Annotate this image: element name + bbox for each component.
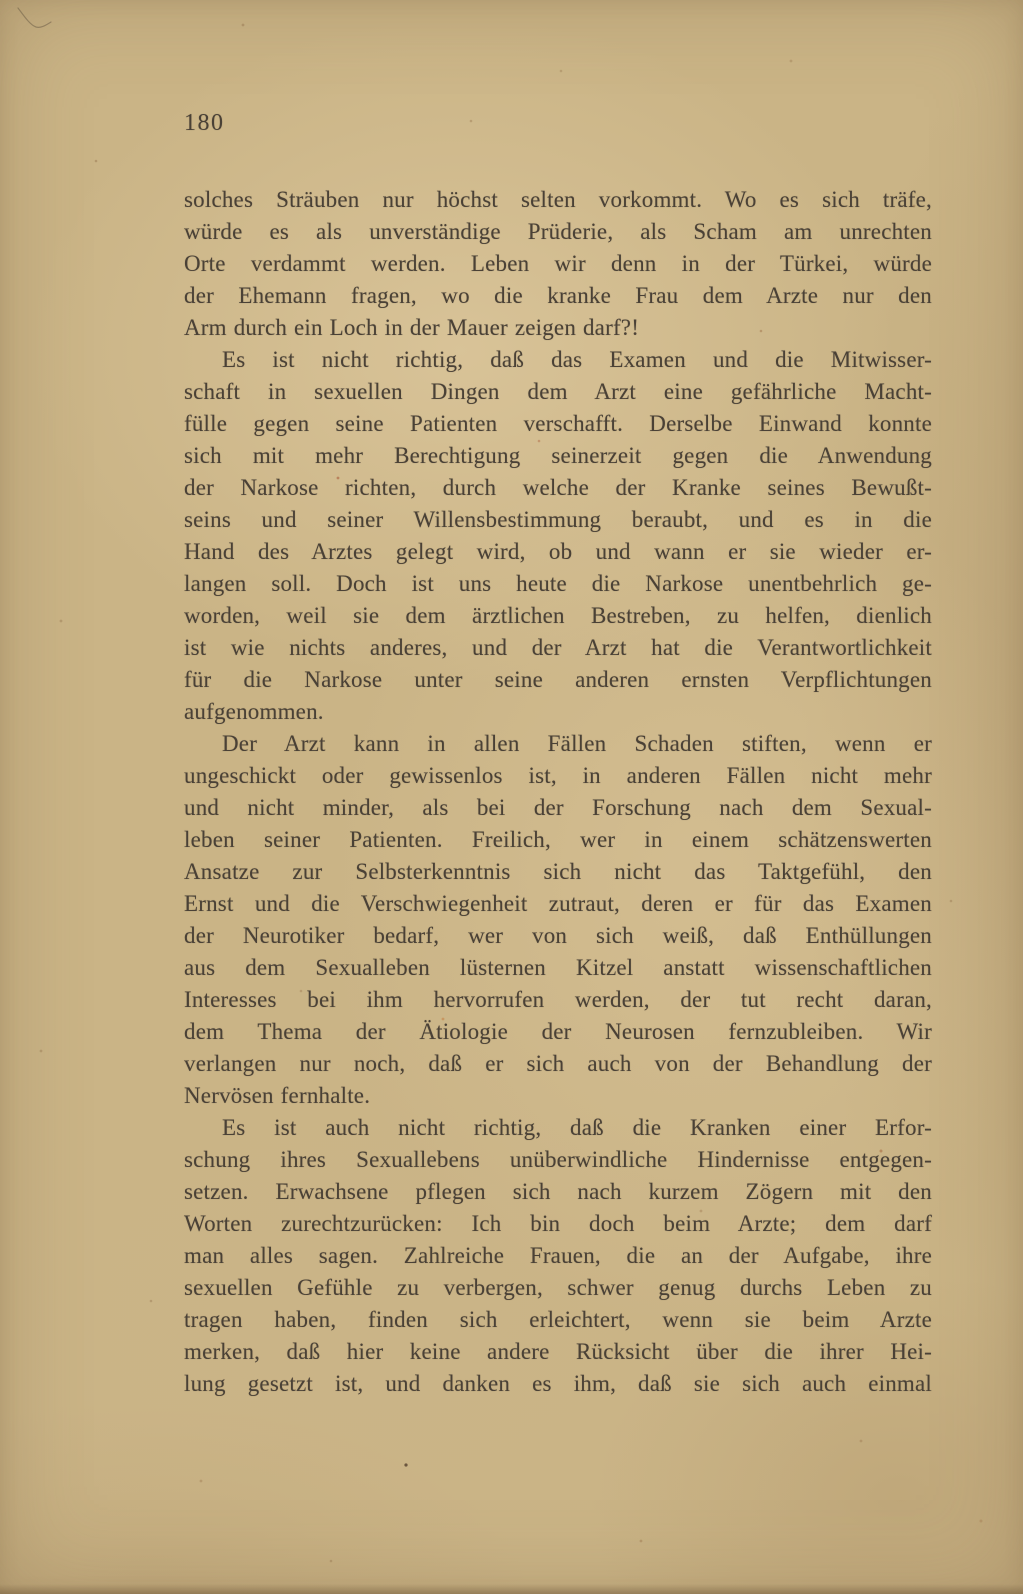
- text-line: worden, weil sie dem ärztlichen Bestreben, zu helfen, dienlich: [184, 603, 932, 628]
- text-line: langen soll. Doch ist uns heute die Narkose unentbehrlich ge-: [184, 571, 932, 596]
- text-line: fülle gegen seine Patienten verschafft. Derselbe Einwand konnte: [184, 411, 932, 436]
- text-line: Es ist auch nicht richtig, daß die Kranken einer Erfor-: [222, 1115, 932, 1140]
- text-line: Ernst und die Verschwiegenheit zutraut, deren er für das Examen: [184, 891, 932, 916]
- text-line: aufgenommen.: [184, 699, 324, 724]
- text-line: Interesses bei ihm hervorrufen werden, der tut recht daran,: [184, 987, 932, 1012]
- text-line: für die Narkose unter seine anderen ernsten Verpflichtungen: [184, 667, 932, 692]
- text-line: setzen. Erwachsene pflegen sich nach kurzem Zögern mit den: [184, 1179, 932, 1204]
- text-line: der Narkose richten, durch welche der Kranke seines Bewußt-: [184, 475, 932, 500]
- paragraph: [184, 344, 932, 728]
- text-line: man alles sagen. Zahlreiche Frauen, die an der Aufgabe, ihre: [184, 1243, 932, 1268]
- page-number: 180: [184, 110, 225, 136]
- paper-speckles: [0, 0, 2, 2]
- text-line: Hand des Arztes gelegt wird, ob und wann er sie wieder er-: [184, 539, 932, 564]
- text-line: dem Thema der Ätiologie der Neurosen fernzubleiben. Wir: [184, 1019, 932, 1044]
- paragraph: [184, 1112, 932, 1400]
- text-line: Nervösen fernhalte.: [184, 1083, 371, 1108]
- text-line: verlangen nur noch, daß er sich auch von der Behandlung der: [184, 1051, 932, 1076]
- text-line: würde es als unverständige Prüderie, als Scham am unrechten: [184, 219, 932, 244]
- paragraph: [184, 184, 932, 344]
- text-line: und nicht minder, als bei der Forschung nach dem Sexual-: [184, 795, 932, 820]
- text-line: sexuellen Gefühle zu verbergen, schwer genug durchs Leben zu: [184, 1275, 932, 1300]
- text-line: ist wie nichts anderes, und der Arzt hat die Verantwortlichkeit: [184, 635, 932, 660]
- text-line: Arm durch ein Loch in der Mauer zeigen darf?!: [184, 315, 640, 340]
- text-line: solches Sträuben nur höchst selten vorkommt. Wo es sich träfe,: [184, 187, 932, 212]
- text-line: schaft in sexuellen Dingen dem Arzt eine gefährliche Macht-: [184, 379, 932, 404]
- text-line: Worten zurechtzurücken: Ich bin doch beim Arzte; dem darf: [184, 1211, 932, 1236]
- text-line: ungeschickt oder gewissenlos ist, in anderen Fällen nicht mehr: [184, 763, 932, 788]
- text-line: Ansatze zur Selbsterkenntnis sich nicht das Taktgefühl, den: [184, 859, 932, 884]
- text-line: Orte verdammt werden. Leben wir denn in der Türkei, würde: [184, 251, 932, 276]
- text-line: tragen haben, finden sich erleichtert, wenn sie beim Arzte: [184, 1307, 932, 1332]
- paragraph: [184, 728, 932, 1112]
- text-line: seins und seiner Willensbestimmung beraubt, und es in die: [184, 507, 932, 532]
- text-block: [184, 184, 932, 1400]
- text-line: merken, daß hier keine andere Rücksicht über die ihrer Hei-: [184, 1339, 932, 1364]
- text-line: Es ist nicht richtig, daß das Examen und die Mitwisser-: [222, 347, 932, 372]
- text-line: der Neurotiker bedarf, wer von sich weiß, daß Enthüllungen: [184, 923, 932, 948]
- paper-crease-mark: [8, 2, 68, 42]
- text-line: der Ehemann fragen, wo die kranke Frau dem Arzte nur den: [184, 283, 932, 308]
- page-bottom-edge-shadow: [0, 1584, 1023, 1594]
- text-line: aus dem Sexualleben lüsternen Kitzel anstatt wissenschaftlichen: [184, 955, 932, 980]
- text-line: schung ihres Sexuallebens unüberwindliche Hindernisse entgegen-: [184, 1147, 932, 1172]
- text-line: sich mit mehr Berechtigung seinerzeit gegen die Anwendung: [184, 443, 932, 468]
- text-line: Der Arzt kann in allen Fällen Schaden stiften, wenn er: [222, 731, 932, 756]
- text-line: leben seiner Patienten. Freilich, wer in einem schätzenswerten: [184, 827, 932, 852]
- text-line: lung gesetzt ist, und danken es ihm, daß sie sich auch einmal: [184, 1371, 932, 1396]
